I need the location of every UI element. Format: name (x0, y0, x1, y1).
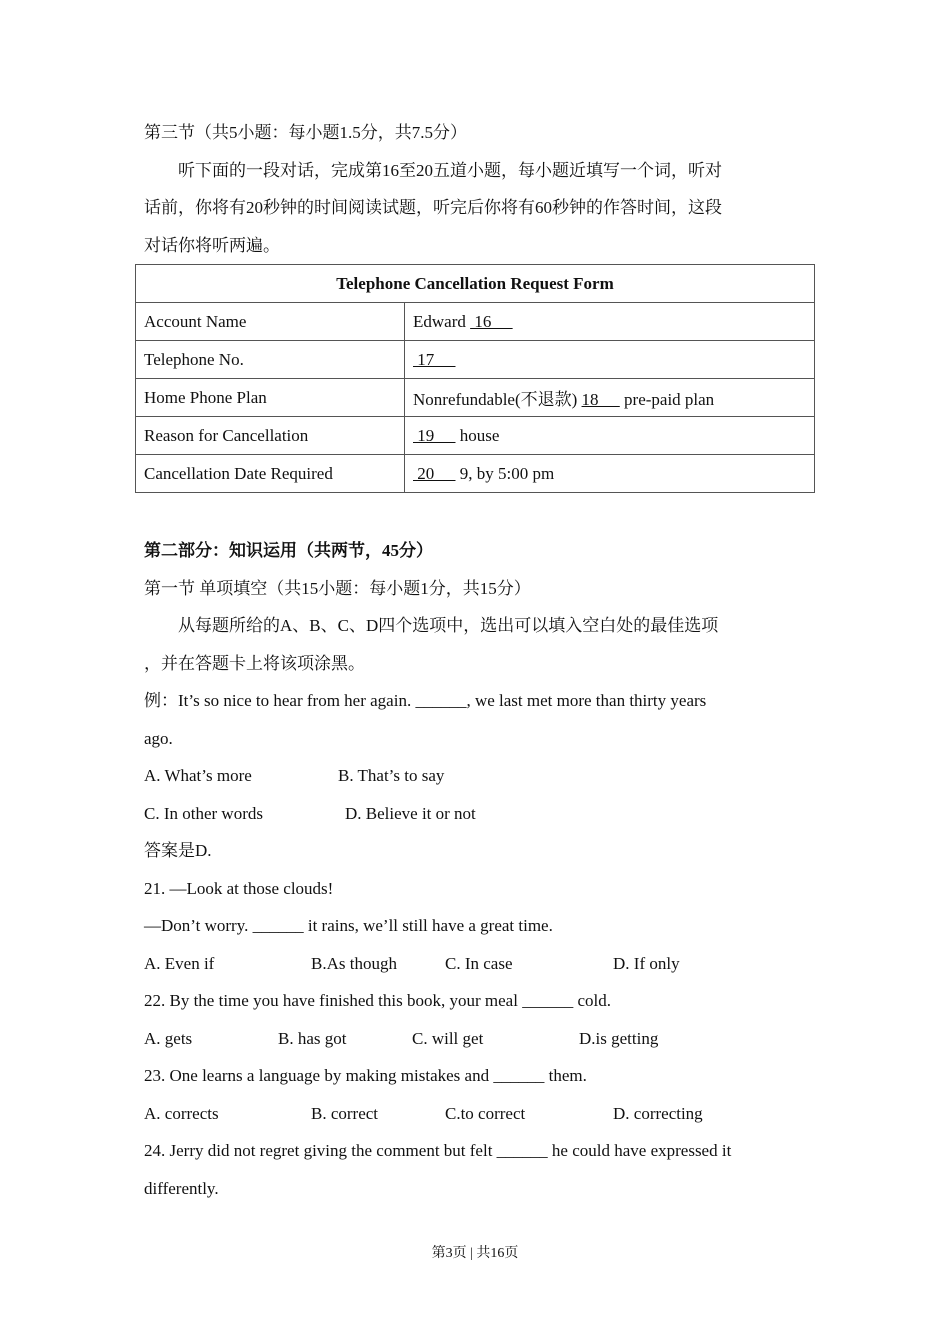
section3-instruction-2: 话前，你将有20秒钟的时间阅读试题，听完后你将有60秒钟的作答时间，这段 (144, 198, 722, 217)
option: D. correcting (613, 1103, 703, 1123)
form-label: Reason for Cancellation (136, 417, 405, 455)
option: B.As though (311, 953, 397, 973)
example-question-cont: ago. (144, 728, 173, 748)
form-value: Nonrefundable(不退款) 18 pre-paid plan (405, 379, 815, 417)
example-answer: 答案是D. (144, 841, 212, 860)
example-options-row-1 (144, 757, 816, 795)
blank-19: 19 (413, 425, 456, 445)
question-21-options (144, 945, 816, 983)
option: A. What’s more (144, 766, 252, 785)
question-22-options (144, 1020, 816, 1058)
question-23-options (144, 1095, 816, 1133)
option: B. That’s to say (338, 766, 445, 785)
question-21-cont: —Don’t worry. ______ it rains, we’ll still have a great time. (144, 916, 553, 935)
blank-16: 16 (470, 311, 513, 331)
section3-title: 第三节（共5小题：每小题1.5分，共7.5分） (144, 123, 467, 142)
option: B. has got (278, 1028, 347, 1048)
form-row (136, 455, 815, 493)
question-21: 21. —Look at those clouds! (144, 878, 334, 898)
form-row (136, 379, 815, 417)
form-value: Edward 16 (405, 303, 815, 341)
question-24-cont: differently. (144, 1178, 219, 1198)
part2-instruction-1: 从每题所给的A、B、C、D四个选项中，选出可以填入空白处的最佳选项 (178, 616, 719, 635)
option: D.is getting (579, 1028, 659, 1048)
question-23: 23. One learns a language by making mistakes and ______ them. (144, 1066, 587, 1085)
form-row (136, 341, 815, 379)
part2-section1-title: 第一节 单项填空（共15小题：每小题1分，共15分） (144, 578, 531, 598)
form-row (136, 417, 815, 455)
option: A. Even if (144, 953, 215, 973)
form-label: Home Phone Plan (136, 379, 405, 417)
option: A. corrects (144, 1103, 219, 1123)
form-label: Account Name (136, 303, 405, 341)
blank-17: 17 (413, 349, 456, 369)
form-value: 19 house (405, 417, 815, 455)
option: C.to correct (445, 1103, 526, 1123)
question-24: 24. Jerry did not regret giving the comment but felt ______ he could have expressed it (144, 1141, 732, 1160)
part2-instruction-2: ，并在答题卡上将该项涂黑。 (144, 653, 365, 673)
example-question: 例：It’s so nice to hear from her again. ______, we last met more than thirty years (144, 691, 707, 710)
part2-title: 第二部分：知识运用（共两节，45分） (144, 541, 433, 560)
option: D. If only (613, 953, 680, 973)
question-22: 22. By the time you have finished this book, your meal ______ cold. (144, 991, 611, 1010)
blank-20: 20 (413, 463, 456, 483)
option: B. correct (311, 1103, 379, 1123)
section3 (144, 114, 816, 264)
part2 (144, 532, 816, 1207)
form-value (405, 341, 815, 379)
blank-18: 18 (581, 390, 620, 409)
section3-instruction-3: 对话你将听两遍。 (144, 235, 280, 255)
form-label: Telephone No. (136, 341, 405, 379)
cancellation-form-table (135, 264, 815, 493)
option: A. gets (144, 1028, 193, 1048)
section3-instruction-1: 听下面的一段对话，完成第16至20五道小题，每小题近填写一个词，听对 (178, 160, 722, 180)
page-footer: 第3页 | 共16页 (431, 1246, 519, 1261)
form-row (136, 303, 815, 341)
option: C. In case (445, 953, 513, 973)
option: C. will get (412, 1028, 484, 1048)
form-label: Cancellation Date Required (136, 455, 405, 493)
option: D. Believe it or not (345, 803, 476, 823)
example-options-row-2 (144, 795, 816, 833)
form-value: 20 9, by 5:00 pm (405, 455, 815, 493)
option: C. In other words (144, 803, 263, 823)
form-title: Telephone Cancellation Request Form (136, 265, 815, 303)
